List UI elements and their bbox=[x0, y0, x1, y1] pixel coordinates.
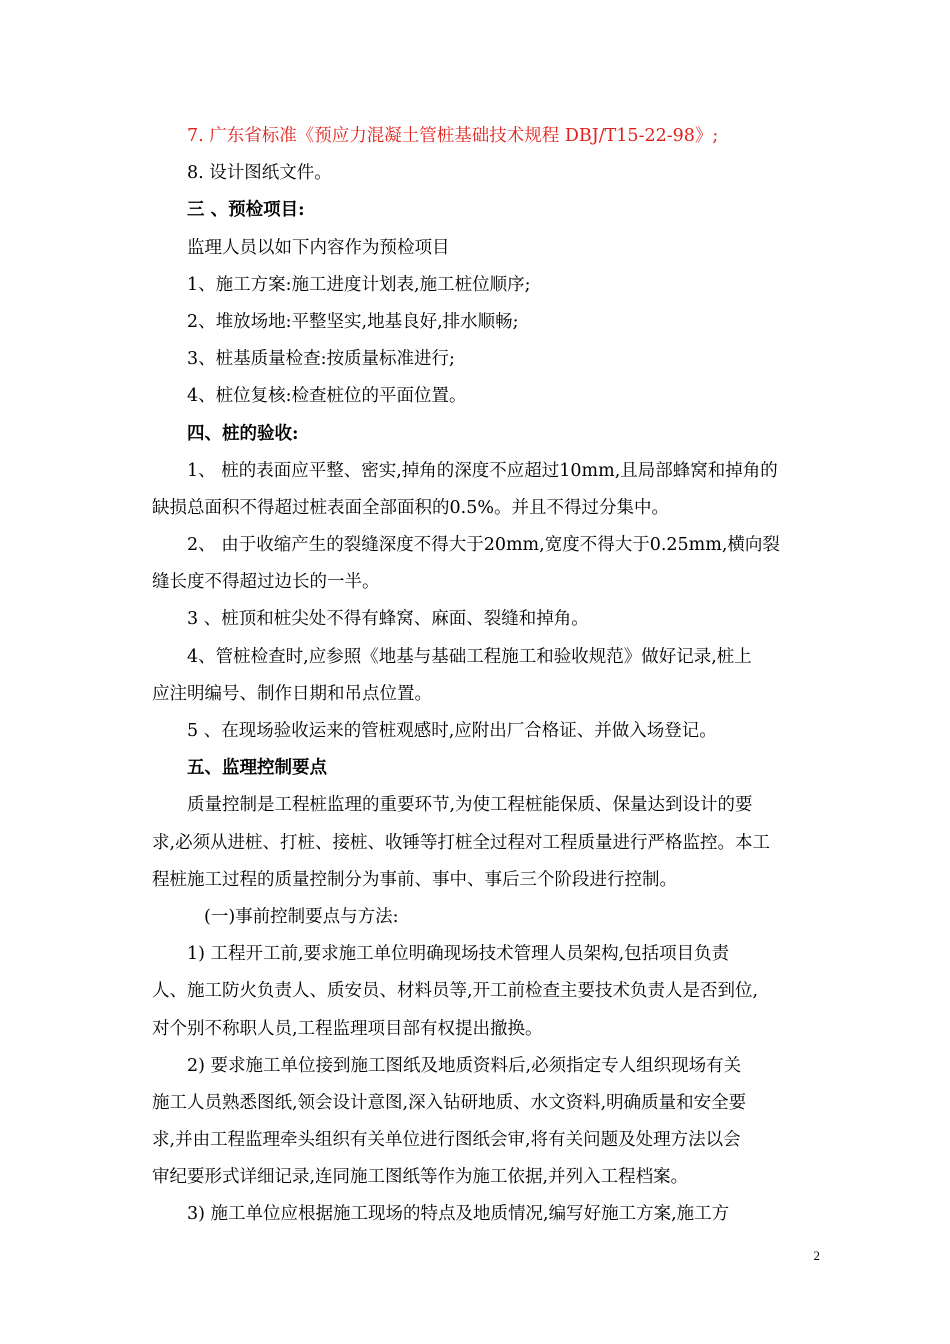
text-line: 人、施工防火负责人、质安员、材料员等,开工前检查主要技术负责人是否到位, bbox=[152, 981, 759, 1002]
text-line: 8. 设计图纸文件。 bbox=[187, 163, 332, 184]
text-line: 1、施工方案:施工进度计划表,施工桩位顺序; bbox=[187, 274, 531, 295]
text-line: 缝长度不得超过边长的一半。 bbox=[152, 572, 380, 593]
text-line: 质量控制是工程桩监理的重要环节,为使工程桩能保质、保量达到设计的要 bbox=[187, 795, 753, 816]
text-line: 5 、在现场验收运来的管桩观感时,应附出厂合格证、并做入场登记。 bbox=[187, 721, 717, 741]
text-line: 3 、桩顶和桩尖处不得有蜂窝、麻面、裂缝和掉角。 bbox=[187, 609, 589, 630]
text-line: 三 、预检项目: bbox=[187, 200, 305, 221]
text-line: 2) 要求施工单位接到施工图纸及地质资料后,必须指定专人组织现场有关 bbox=[187, 1055, 742, 1076]
text-line: 监理人员以如下内容作为预检项目 bbox=[187, 237, 450, 258]
text-line: 7. 广东省标准《预应力混凝土管桩基础技术规程 DBJ/T15-22-98》; bbox=[187, 126, 719, 146]
text-line: 求,并由工程监理牵头组织有关单位进行图纸会审,将有关问题及处理方法以会 bbox=[152, 1130, 741, 1151]
text-line: 应注明编号、制作日期和吊点位置。 bbox=[152, 683, 432, 704]
text-line: 求,必须从进桩、打桩、接桩、收锤等打桩全过程对工程质量进行严格监控。本工 bbox=[152, 832, 771, 853]
text-line: 四、桩的验收: bbox=[187, 423, 299, 444]
text-line: 五、监理控制要点 bbox=[187, 758, 327, 779]
text-line: 4、管桩检查时,应参照《地基与基础工程施工和验收规范》做好记录,桩上 bbox=[187, 646, 752, 667]
text-line: 1、 桩的表面应平整、密实,掉角的深度不应超过10mm,且局部蜂窝和掉角的 bbox=[187, 460, 778, 481]
text-line: 2、堆放场地:平整坚实,地基良好,排水顺畅; bbox=[187, 311, 519, 332]
text-line: 3、桩基质量检查:按质量标准进行; bbox=[187, 349, 455, 370]
text-line: 程桩施工过程的质量控制分为事前、事中、事后三个阶段进行控制。 bbox=[152, 869, 677, 890]
text-line: 4、桩位复核:检查桩位的平面位置。 bbox=[187, 386, 467, 407]
page-number: 2 bbox=[813, 1248, 820, 1263]
text-line: 1) 工程开工前,要求施工单位明确现场技术管理人员架构,包括项目负责 bbox=[187, 944, 730, 965]
text-line: (一)事前控制要点与方法: bbox=[204, 906, 399, 927]
text-line: 对个别不称职人员,工程监理项目部有权提出撤换。 bbox=[152, 1018, 543, 1039]
text-line: 缺损总面积不得超过桩表面全部面积的0.5%。并且不得过分集中。 bbox=[152, 497, 669, 518]
text-line: 2、 由于收缩产生的裂缝深度不得大于20mm,宽度不得大于0.25mm,横向裂 bbox=[187, 535, 780, 556]
text-line: 审纪要形式详细记录,连同施工图纸等作为施工依据,并列入工程档案。 bbox=[152, 1167, 689, 1188]
document-body bbox=[152, 118, 807, 1234]
text-line: 施工人员熟悉图纸,领会设计意图,深入钻研地质、水文资料,明确质量和安全要 bbox=[152, 1092, 747, 1113]
text-line: 3) 施工单位应根据施工现场的特点及地质情况,编写好施工方案,施工方 bbox=[187, 1204, 730, 1225]
